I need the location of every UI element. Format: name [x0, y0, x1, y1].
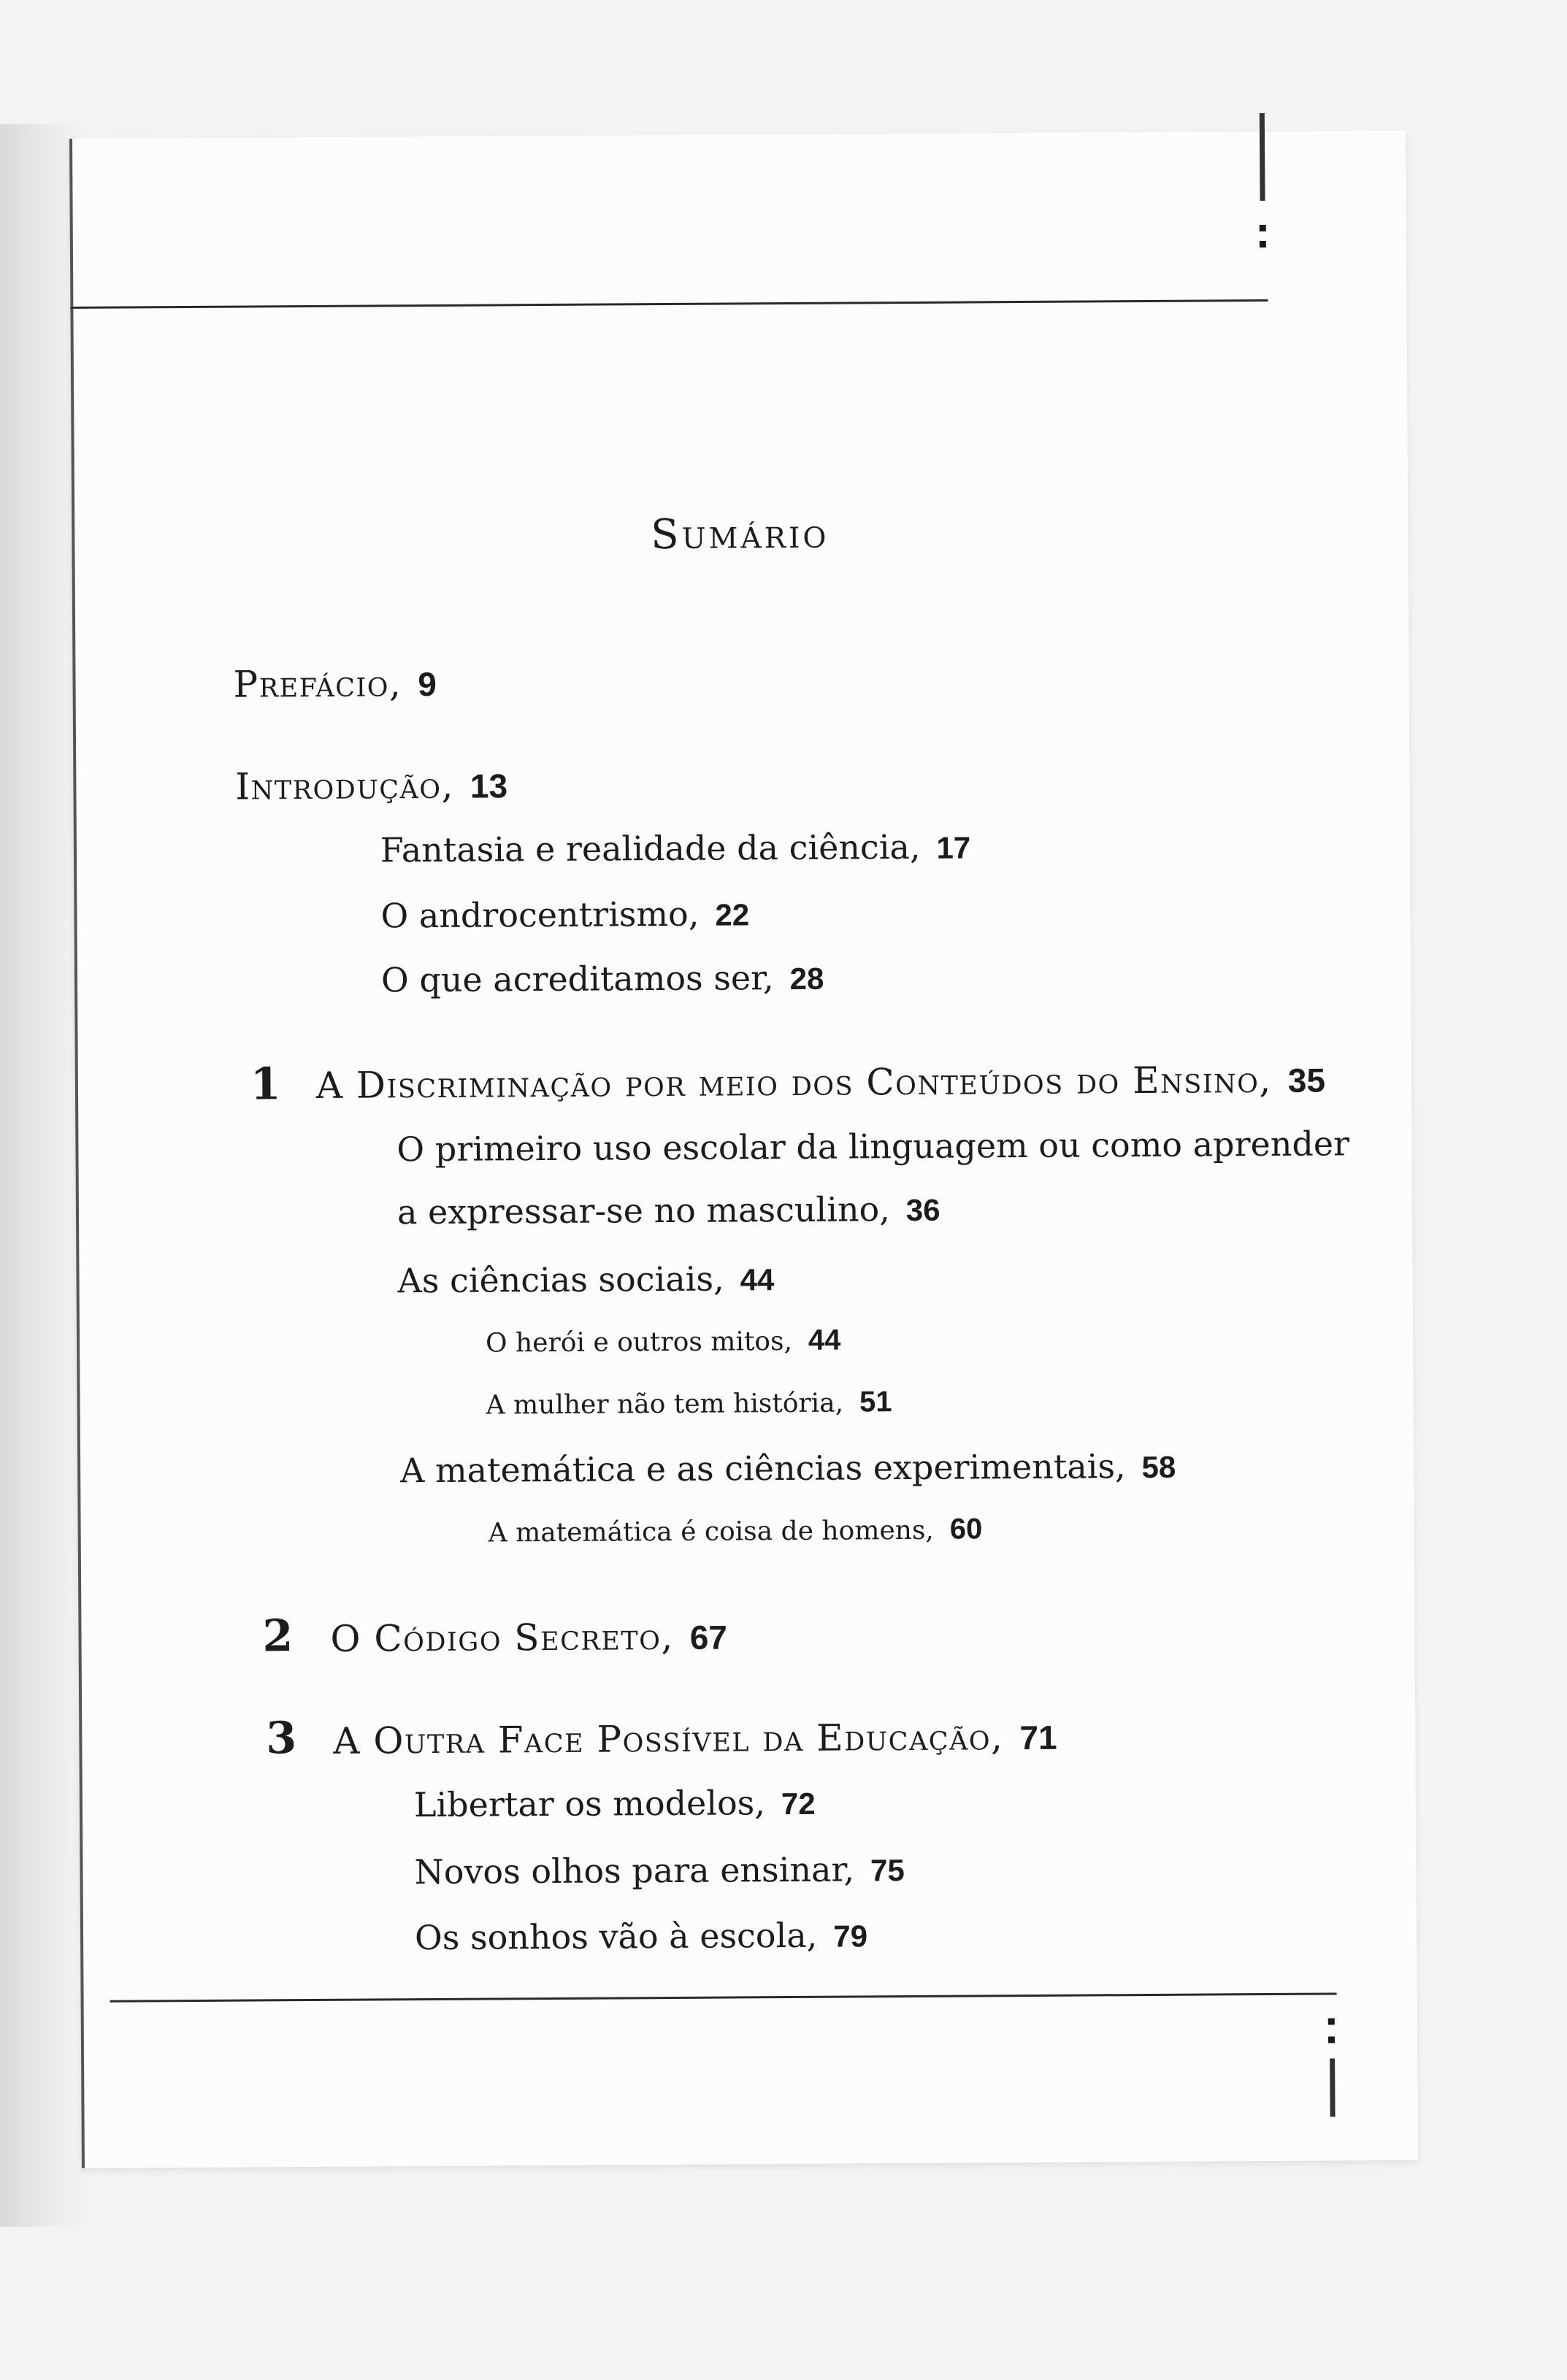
toc-subentry — [380, 826, 971, 870]
toc-label: O androcentrismo, — [380, 894, 700, 936]
toc-page-number: 58 — [1141, 1449, 1176, 1485]
toc-label: Fantasia e realidade da ciência, — [380, 826, 921, 870]
toc-label: O Código Secreto, — [330, 1615, 674, 1660]
toc-entry-chapter-3 — [333, 1716, 1057, 1762]
toc-page-number: 36 — [905, 1192, 940, 1228]
decorative-dot — [1260, 225, 1266, 231]
toc-entry-prefacio — [233, 662, 437, 706]
toc-subentry — [400, 1446, 1176, 1490]
decorative-bar-bottom — [1330, 2058, 1335, 2116]
toc-label: A Outra Face Possível da Educação, — [333, 1716, 1004, 1762]
toc-label: O que acreditamos ser, — [380, 958, 774, 1000]
toc-page-number: 13 — [470, 767, 508, 805]
toc-subsubentry — [486, 1386, 892, 1421]
page-title: Sumário — [651, 510, 830, 559]
toc-page-number: 35 — [1287, 1061, 1326, 1099]
toc-label: A Discriminação por meio dos Conteúdos do Ensino, — [315, 1058, 1272, 1107]
toc-subsubentry — [486, 1324, 841, 1359]
toc-label: O herói e outros mitos, — [485, 1326, 793, 1359]
toc-page-number: 9 — [418, 664, 437, 704]
toc-page-number: 28 — [789, 961, 824, 996]
toc-page-number: 72 — [781, 1786, 816, 1822]
toc-label: Libertar os modelos, — [413, 1783, 766, 1825]
toc-subentry — [381, 958, 824, 1000]
toc-page-number: 44 — [740, 1262, 775, 1297]
toc-subentry — [396, 1124, 1349, 1169]
toc-label: Novos olhos para ensinar, — [414, 1849, 855, 1892]
toc-page-number: 60 — [949, 1513, 983, 1546]
decorative-dot — [1260, 241, 1266, 247]
toc-entry-chapter-1 — [316, 1059, 1325, 1107]
toc-label: A mulher não tem história, — [486, 1388, 844, 1421]
toc-subentry — [397, 1259, 774, 1300]
toc-entry-chapter-2 — [330, 1616, 727, 1660]
toc-subentry — [414, 1783, 816, 1824]
toc-page-number: 67 — [689, 1618, 728, 1657]
toc-page-number: 71 — [1019, 1718, 1057, 1757]
toc-page-number: 17 — [936, 830, 971, 865]
toc-label: Os sonhos vão à escola, — [414, 1915, 818, 1958]
toc-label: Introdução, — [235, 764, 455, 808]
toc-subentry — [380, 894, 749, 935]
bottom-rule — [110, 1992, 1337, 2002]
toc-page-number: 51 — [859, 1386, 892, 1419]
toc-label: A matemática é coisa de homens, — [488, 1515, 934, 1548]
chapter-number: 2 — [262, 1611, 294, 1662]
toc-entry-introducao — [235, 764, 507, 807]
toc-subentry — [415, 1915, 867, 1957]
toc-page-number: 79 — [833, 1919, 868, 1954]
top-rule — [70, 299, 1268, 309]
toc-page-number: 75 — [870, 1853, 905, 1888]
toc-subsubentry — [489, 1513, 983, 1548]
toc-page-number: 22 — [715, 897, 750, 932]
toc-subentry-continued — [397, 1189, 940, 1232]
decorative-bar-top — [1260, 113, 1265, 201]
toc-label: a expressar-se no masculino, — [396, 1189, 890, 1232]
toc-subentry — [414, 1849, 905, 1892]
toc-label: As ciências sociais, — [397, 1259, 724, 1301]
chapter-number: 3 — [266, 1713, 297, 1765]
toc-label: O primeiro uso escolar da linguagem ou como aprender — [396, 1124, 1350, 1170]
chapter-number: 1 — [250, 1059, 281, 1110]
toc-label: Prefácio, — [233, 662, 402, 706]
decorative-dot — [1328, 2036, 1335, 2043]
toc-label: A matemática e as ciências experimentais, — [399, 1446, 1126, 1491]
decorative-dot — [1328, 2018, 1335, 2024]
toc-page-number: 44 — [808, 1324, 841, 1356]
book-page — [69, 131, 1418, 2168]
